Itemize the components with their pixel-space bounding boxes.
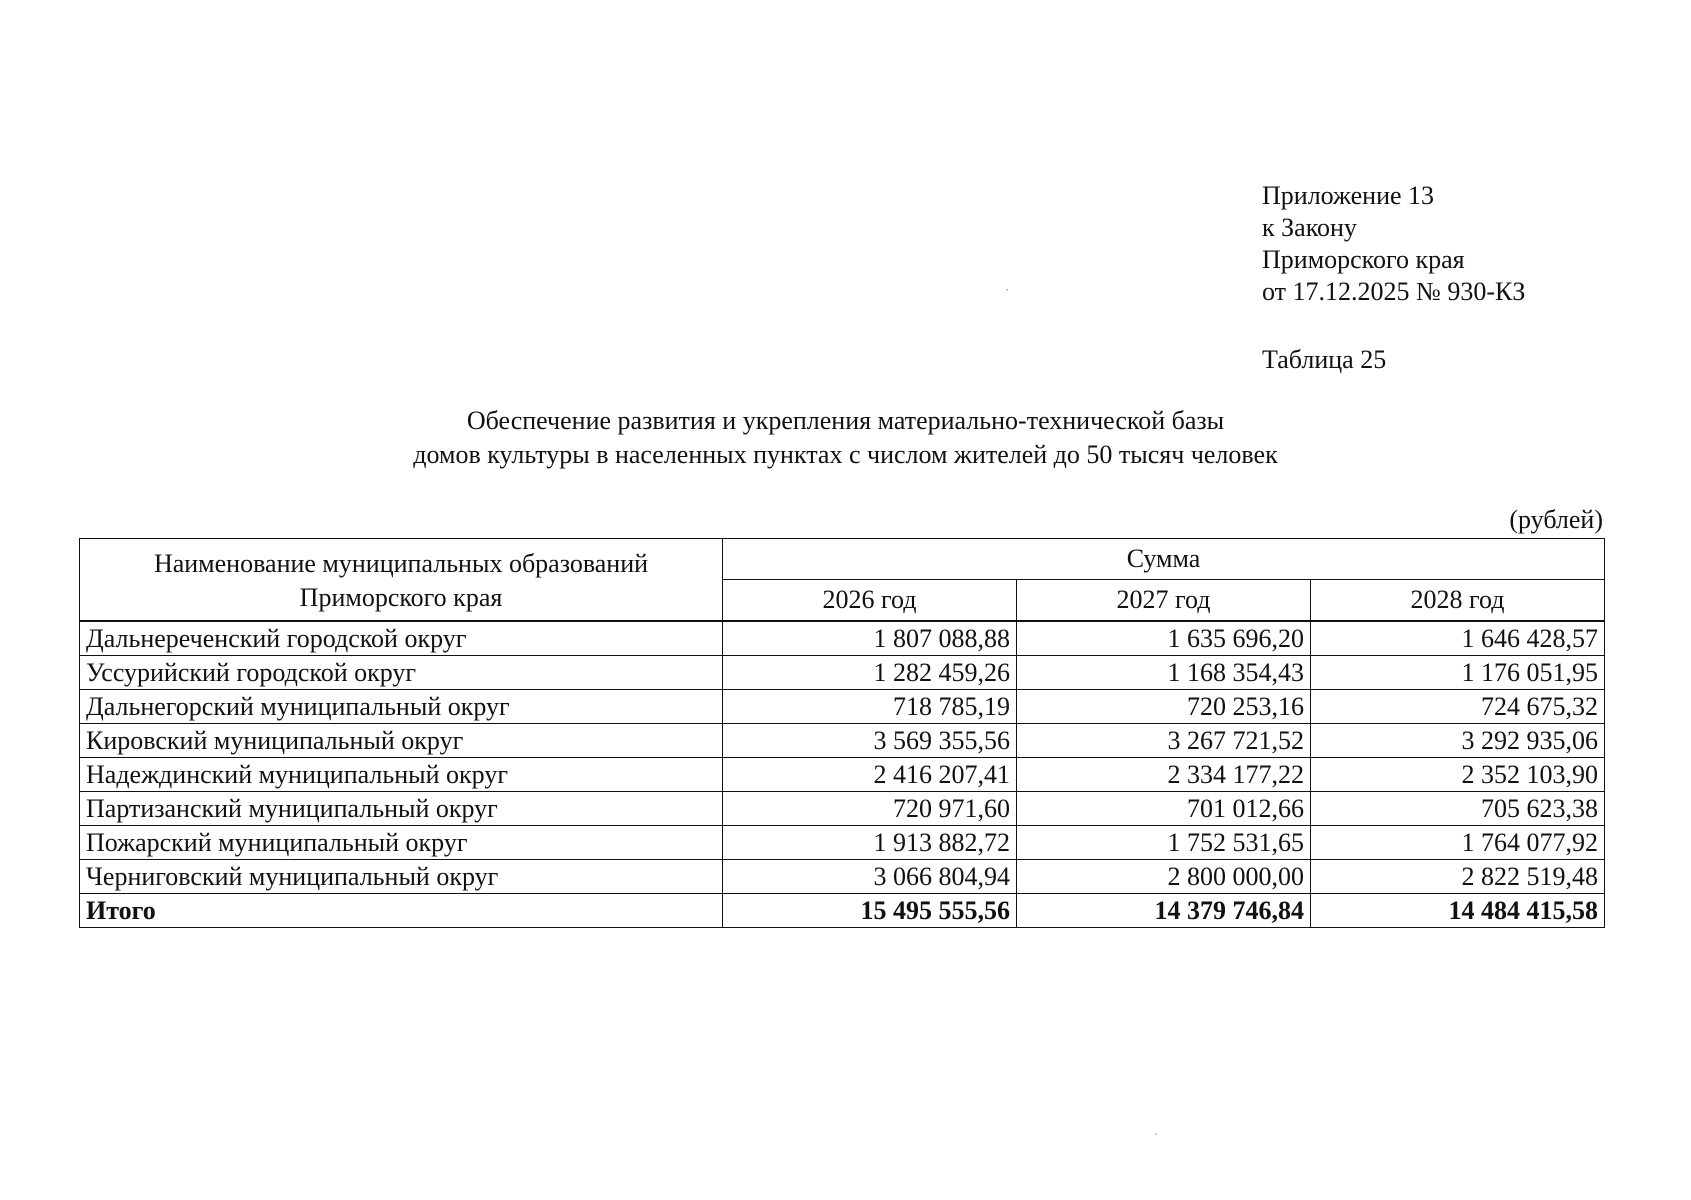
header-municipality-line-2: Приморского края bbox=[299, 582, 503, 612]
amount-2027: 1 168 354,43 bbox=[1017, 656, 1311, 690]
table-row bbox=[80, 690, 1605, 724]
amount-2027: 1 635 696,20 bbox=[1017, 621, 1311, 656]
municipality-name: Уссурийский городской округ bbox=[80, 656, 723, 690]
scan-speck bbox=[1155, 1133, 1157, 1135]
header-municipality bbox=[80, 539, 723, 622]
amount-2028: 3 292 935,06 bbox=[1311, 724, 1605, 758]
amount-2026: 1 913 882,72 bbox=[723, 826, 1017, 860]
table-row bbox=[80, 826, 1605, 860]
amount-2027: 3 267 721,52 bbox=[1017, 724, 1311, 758]
amount-2028: 1 176 051,95 bbox=[1311, 656, 1605, 690]
document-title bbox=[0, 404, 1691, 472]
appendix-region: Приморского края bbox=[1262, 245, 1465, 274]
table-row bbox=[80, 621, 1605, 656]
municipality-name: Дальнегорский муниципальный округ bbox=[80, 690, 723, 724]
table-row bbox=[80, 758, 1605, 792]
municipality-name: Партизанский муниципальный округ bbox=[80, 792, 723, 826]
amount-2026: 1 282 459,26 bbox=[723, 656, 1017, 690]
header-year-2028: 2028 год bbox=[1311, 580, 1605, 622]
municipality-name: Черниговский муниципальный округ bbox=[80, 860, 723, 894]
amount-2027: 701 012,66 bbox=[1017, 792, 1311, 826]
units-label: (рублей) bbox=[1509, 505, 1603, 534]
appendix-law: к Закону bbox=[1262, 213, 1357, 242]
amount-2028: 705 623,38 bbox=[1311, 792, 1605, 826]
header-row-1 bbox=[80, 539, 1605, 580]
table-row bbox=[80, 860, 1605, 894]
municipality-name: Надеждинский муниципальный округ bbox=[80, 758, 723, 792]
table-number: Таблица 25 bbox=[1262, 345, 1387, 374]
municipality-name: Кировский муниципальный округ bbox=[80, 724, 723, 758]
amount-2026: 1 807 088,88 bbox=[723, 621, 1017, 656]
total-2028: 14 484 415,58 bbox=[1311, 894, 1605, 928]
appendix-number: Приложение 13 bbox=[1262, 181, 1435, 210]
header-sum: Сумма bbox=[723, 539, 1605, 580]
title-line-1: Обеспечение развития и укрепления материально-технической базы bbox=[466, 406, 1225, 435]
appendix-date-number: от 17.12.2025 № 930-КЗ bbox=[1262, 277, 1526, 306]
amount-2026: 3 569 355,56 bbox=[723, 724, 1017, 758]
amount-2026: 2 416 207,41 bbox=[723, 758, 1017, 792]
amount-2026: 3 066 804,94 bbox=[723, 860, 1017, 894]
amount-2027: 720 253,16 bbox=[1017, 690, 1311, 724]
header-year-2026: 2026 год bbox=[723, 580, 1017, 622]
amount-2028: 2 352 103,90 bbox=[1311, 758, 1605, 792]
total-2026: 15 495 555,56 bbox=[723, 894, 1017, 928]
amount-2026: 718 785,19 bbox=[723, 690, 1017, 724]
total-row bbox=[80, 894, 1605, 928]
amount-2028: 724 675,32 bbox=[1311, 690, 1605, 724]
budget-table bbox=[79, 538, 1605, 928]
table-row bbox=[80, 724, 1605, 758]
table-row bbox=[80, 792, 1605, 826]
amount-2027: 2 800 000,00 bbox=[1017, 860, 1311, 894]
header-year-2027: 2027 год bbox=[1017, 580, 1311, 622]
scan-speck bbox=[1006, 289, 1008, 291]
amount-2028: 1 764 077,92 bbox=[1311, 826, 1605, 860]
amount-2027: 1 752 531,65 bbox=[1017, 826, 1311, 860]
header-municipality-line-1: Наименование муниципальных образований bbox=[153, 548, 649, 578]
title-line-2: домов культуры в населенных пунктах с числом жителей до 50 тысяч человек bbox=[413, 440, 1278, 469]
amount-2026: 720 971,60 bbox=[723, 792, 1017, 826]
amount-2027: 2 334 177,22 bbox=[1017, 758, 1311, 792]
municipality-name: Дальнереченский городской округ bbox=[80, 621, 723, 656]
appendix-reference bbox=[1262, 180, 1525, 308]
total-2027: 14 379 746,84 bbox=[1017, 894, 1311, 928]
table-row bbox=[80, 656, 1605, 690]
total-label: Итого bbox=[80, 894, 723, 928]
amount-2028: 1 646 428,57 bbox=[1311, 621, 1605, 656]
amount-2028: 2 822 519,48 bbox=[1311, 860, 1605, 894]
municipality-name: Пожарский муниципальный округ bbox=[80, 826, 723, 860]
